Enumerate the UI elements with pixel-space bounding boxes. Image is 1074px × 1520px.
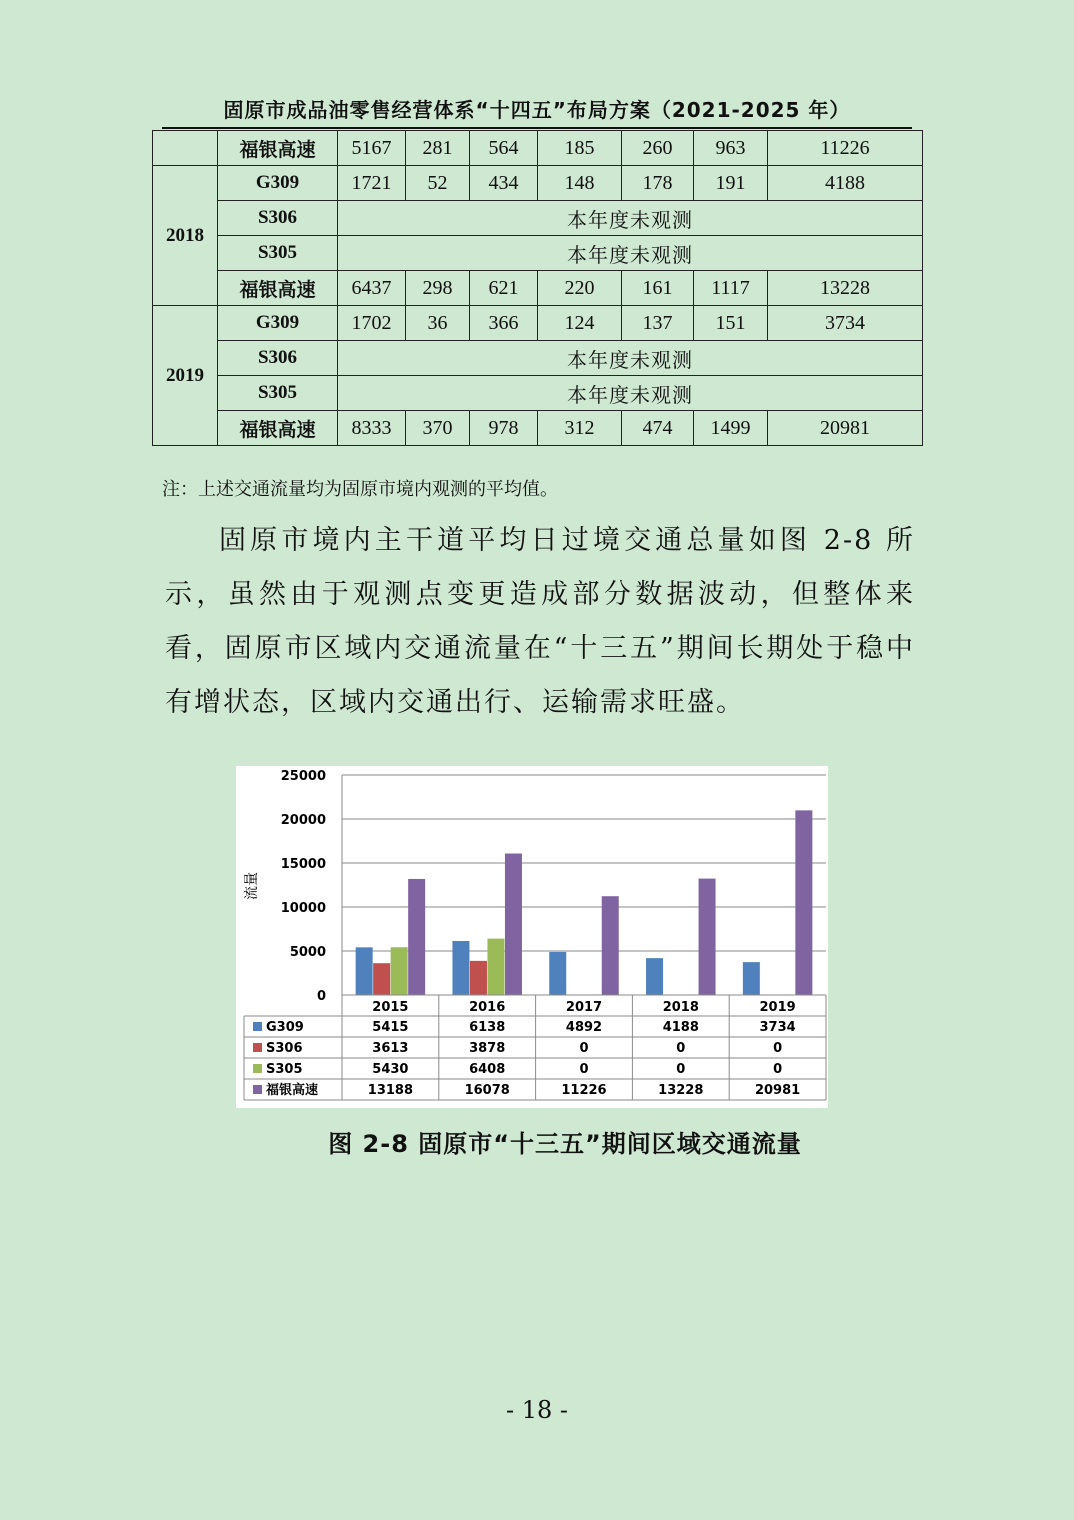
traffic-chart [236, 766, 828, 1108]
bar-S306 [470, 961, 487, 995]
header-rule [162, 127, 912, 129]
x-category-label: 2019 [759, 1000, 796, 1015]
value-cell: 281 [406, 131, 470, 166]
value-cell: 621 [470, 271, 538, 306]
figure-caption: 图 2-8 固原市“十三五”期间区域交通流量 [328, 1130, 802, 1158]
x-category-label: 2015 [372, 1000, 409, 1015]
value-cell: 52 [406, 166, 470, 201]
data-value-label: 11226 [561, 1083, 607, 1098]
value-cell: 36 [406, 306, 470, 341]
data-value-label: 4188 [662, 1020, 699, 1035]
value-cell: 564 [470, 131, 538, 166]
year-cell [153, 131, 218, 166]
y-tick-label: 0 [316, 989, 326, 1004]
value-cell: 1721 [338, 166, 406, 201]
data-value-label: 0 [676, 1041, 686, 1056]
value-cell: 298 [406, 271, 470, 306]
table-row [153, 201, 923, 236]
not-observed-cell: 本年度未观测 [338, 376, 923, 411]
bar-G309 [356, 947, 373, 995]
bar-福银高速 [602, 896, 619, 995]
legend-swatch-S306 [253, 1043, 262, 1052]
value-cell: 20981 [768, 411, 923, 446]
data-value-label: 13188 [367, 1083, 414, 1098]
body-paragraph [165, 514, 915, 730]
value-cell: 148 [538, 166, 622, 201]
value-cell: 4188 [768, 166, 923, 201]
y-tick-label: 20000 [280, 813, 326, 828]
legend-label: S305 [266, 1062, 303, 1077]
road-cell: 福银高速 [218, 131, 338, 166]
data-value-label: 0 [773, 1041, 783, 1056]
value-cell: 963 [694, 131, 768, 166]
data-value-label: 6138 [469, 1020, 506, 1035]
paragraph-text: 固原市境内主干道平均日过境交通总量如图 2-8 所示，虽然由于观测点变更造成部分数据波动，但整体来看，固原市区域内交通流量在“十三五”期间长期处于稳中有增状态，区域内交通出行、运输需求旺盛。 [165, 525, 915, 718]
data-value-label: 5415 [372, 1020, 409, 1035]
data-value-label: 3734 [759, 1020, 796, 1035]
data-value-label: 0 [773, 1062, 783, 1077]
data-value-label: 0 [579, 1041, 589, 1056]
y-tick-label: 25000 [280, 769, 326, 784]
value-cell: 191 [694, 166, 768, 201]
value-cell: 474 [622, 411, 694, 446]
bar-福银高速 [699, 879, 716, 995]
value-cell: 137 [622, 306, 694, 341]
value-cell: 6437 [338, 271, 406, 306]
bar-S305 [391, 947, 408, 995]
data-value-label: 3878 [469, 1041, 506, 1056]
road-cell: 福银高速 [218, 271, 338, 306]
table-note: 注：上述交通流量均为固原市境内观测的平均值。 [162, 479, 558, 500]
data-value-label: 6408 [469, 1062, 506, 1077]
data-value-label: 20981 [754, 1083, 801, 1098]
bar-S305 [487, 939, 504, 995]
not-observed-cell: 本年度未观测 [338, 341, 923, 376]
value-cell: 3734 [768, 306, 923, 341]
data-value-label: 0 [676, 1062, 686, 1077]
road-cell: S305 [218, 236, 338, 271]
value-cell: 312 [538, 411, 622, 446]
bar-S306 [373, 963, 390, 995]
value-cell: 978 [470, 411, 538, 446]
year-cell: 2019 [153, 306, 218, 446]
data-value-label: 13228 [658, 1083, 704, 1098]
value-cell: 220 [538, 271, 622, 306]
table-row [153, 341, 923, 376]
page-header: 固原市成品油零售经营体系“十四五”布局方案（2021-2025 年） [223, 98, 851, 122]
x-category-label: 2017 [565, 1000, 603, 1015]
value-cell: 161 [622, 271, 694, 306]
value-cell: 434 [470, 166, 538, 201]
legend-label: S306 [266, 1041, 303, 1056]
traffic-table [152, 130, 923, 446]
table-row [153, 411, 923, 446]
x-category-label: 2016 [469, 1000, 506, 1015]
chart-svg [236, 766, 828, 1108]
y-tick-label: 15000 [280, 857, 326, 872]
bar-福银高速 [408, 879, 425, 995]
value-cell: 151 [694, 306, 768, 341]
not-observed-cell: 本年度未观测 [338, 201, 923, 236]
year-cell: 2018 [153, 166, 218, 306]
table-row [153, 376, 923, 411]
bar-G309 [743, 962, 760, 995]
road-cell: S306 [218, 341, 338, 376]
value-cell: 178 [622, 166, 694, 201]
bar-G309 [646, 958, 663, 995]
value-cell: 11226 [768, 131, 923, 166]
road-cell: S305 [218, 376, 338, 411]
data-value-label: 16078 [464, 1083, 510, 1098]
data-value-label: 4892 [565, 1020, 603, 1035]
legend-label: 福银高速 [266, 1083, 319, 1098]
table-row [153, 131, 923, 166]
legend-swatch-福银高速 [253, 1085, 262, 1094]
value-cell: 1702 [338, 306, 406, 341]
table-row [153, 166, 923, 201]
not-observed-cell: 本年度未观测 [338, 236, 923, 271]
bar-福银高速 [505, 854, 522, 995]
y-axis-label: 流量 [244, 872, 260, 900]
data-value-label: 0 [579, 1062, 589, 1077]
legend-swatch-G309 [253, 1022, 262, 1031]
table-row [153, 306, 923, 341]
value-cell: 366 [470, 306, 538, 341]
value-cell: 260 [622, 131, 694, 166]
legend-swatch-S305 [253, 1064, 262, 1073]
bar-G309 [452, 941, 469, 995]
value-cell: 1499 [694, 411, 768, 446]
value-cell: 185 [538, 131, 622, 166]
road-cell: G309 [218, 306, 338, 341]
legend-label: G309 [266, 1020, 304, 1035]
data-value-label: 3613 [372, 1041, 409, 1056]
road-cell: S306 [218, 201, 338, 236]
value-cell: 370 [406, 411, 470, 446]
bar-G309 [549, 952, 566, 995]
road-cell: 福银高速 [218, 411, 338, 446]
value-cell: 124 [538, 306, 622, 341]
table-row [153, 236, 923, 271]
road-cell: G309 [218, 166, 338, 201]
value-cell: 1117 [694, 271, 768, 306]
x-category-label: 2018 [662, 1000, 699, 1015]
table-row [153, 271, 923, 306]
value-cell: 5167 [338, 131, 406, 166]
y-tick-label: 10000 [280, 901, 326, 916]
value-cell: 13228 [768, 271, 923, 306]
y-tick-label: 5000 [289, 945, 326, 960]
value-cell: 8333 [338, 411, 406, 446]
bar-福银高速 [795, 810, 812, 995]
page-number: - 18 - [505, 1396, 568, 1424]
data-value-label: 5430 [372, 1062, 409, 1077]
